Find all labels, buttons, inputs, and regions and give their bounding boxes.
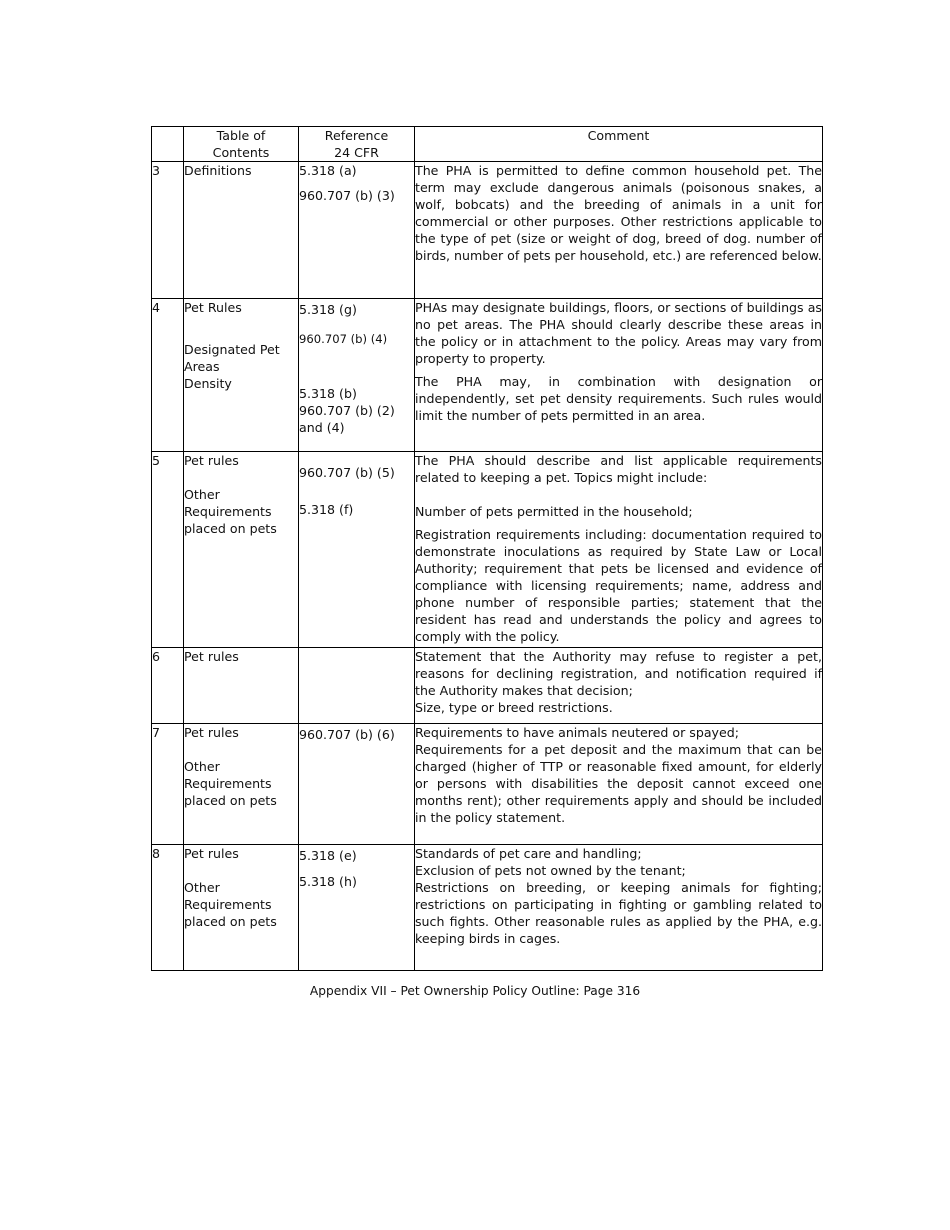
cfr-reference: 960.707 (b) (2) and (4) — [299, 403, 395, 435]
cfr-reference: 5.318 (h) — [299, 874, 357, 889]
toc-cell — [184, 162, 299, 299]
comment-cell — [415, 724, 823, 845]
table-row — [152, 724, 823, 845]
toc-entry: Other Requirements placed on pets — [184, 759, 277, 808]
cfr-reference: 5.318 (f) — [299, 502, 354, 517]
toc-cell — [184, 452, 299, 648]
table-row — [152, 299, 823, 452]
comment-text: The PHA is permitted to define common household pet. The term may exclude dangerous animals (poisonous snakes, a wolf, bobcats) and the breeding of animals in a unit for commercial or other purposes. Other restrictions applicable to the type of pet (size or weight of dog, breed of dog. number of birds, number of pets per household, etc.) are referenced below. — [415, 163, 822, 263]
toc-entry: Pet rules — [184, 846, 239, 861]
cfr-reference: 960.707 (b) (3) — [299, 188, 395, 203]
row-number: 8 — [152, 845, 184, 971]
toc-entry: Other Requirements placed on pets — [184, 487, 277, 536]
comment-text: Number of pets permitted in the household; — [415, 504, 693, 519]
toc-entry: Other Requirements placed on pets — [184, 880, 277, 929]
comment-cell — [415, 648, 823, 724]
reference-cell — [299, 845, 415, 971]
table-row — [152, 162, 823, 299]
comment-cell — [415, 845, 823, 971]
comment-cell — [415, 299, 823, 452]
comment-text: Size, type or breed restrictions. — [415, 700, 613, 715]
cfr-reference: 5.318 (g) — [299, 302, 357, 317]
toc-entry: Designated Pet Areas — [184, 342, 280, 374]
row-number: 7 — [152, 724, 184, 845]
header-table-of-contents: Table of Contents — [184, 127, 299, 162]
toc-entry: Definitions — [184, 163, 252, 178]
comment-text: The PHA should describe and list applicable requirements related to keeping a pet. Topics might include: — [415, 453, 822, 485]
comment-text: Standards of pet care and handling; — [415, 846, 642, 861]
toc-entry: Pet Rules — [184, 300, 242, 315]
toc-entry: Pet rules — [184, 453, 239, 468]
comment-text: Requirements for a pet deposit and the maximum that can be charged (higher of TTP or reasonable fixed amount, for elderly or persons with disabilities the deposit cannot exceed one months rent); other requirements apply and should be included in the policy statement. — [415, 742, 822, 825]
row-number: 5 — [152, 452, 184, 648]
toc-cell — [184, 299, 299, 452]
toc-entry: Pet rules — [184, 725, 239, 740]
toc-cell — [184, 845, 299, 971]
comment-text: Requirements to have animals neutered or spayed; — [415, 725, 739, 740]
row-number: 4 — [152, 299, 184, 452]
cfr-reference: 5.318 (a) — [299, 163, 357, 178]
reference-cell — [299, 162, 415, 299]
cfr-reference: 960.707 (b) (5) — [299, 465, 395, 480]
comment-text: Exclusion of pets not owned by the tenant; — [415, 863, 686, 878]
header-comment: Comment — [415, 127, 823, 162]
comment-text: Registration requirements including: documentation required to demonstrate inoculations as required by State Law or Local Authority; requirement that pets be licensed and evidence of compliance with licensing requirements; name, address and phone number of responsible parties; statement that the resident has read and understands the policy and agrees to comply with the policy. — [415, 527, 822, 644]
table-row — [152, 452, 823, 648]
toc-entry: Pet rules — [184, 649, 239, 664]
reference-cell — [299, 648, 415, 724]
comment-text: PHAs may designate buildings, floors, or sections of buildings as no pet areas. The PHA should clearly describe these areas in the policy or in attachment to the policy. Areas may vary from property to property. — [415, 300, 822, 366]
toc-cell — [184, 724, 299, 845]
comment-cell — [415, 162, 823, 299]
table-header-row — [152, 127, 823, 162]
reference-cell — [299, 299, 415, 452]
cfr-reference: 5.318 (e) — [299, 848, 357, 863]
toc-cell — [184, 648, 299, 724]
header-number — [152, 127, 184, 162]
comment-cell — [415, 452, 823, 648]
table-row — [152, 648, 823, 724]
comment-text: Statement that the Authority may refuse to register a pet, reasons for declining registration, and notification required if the Authority makes that decision; — [415, 649, 822, 698]
page-footer: Appendix VII – Pet Ownership Policy Outline: Page 316 — [309, 984, 641, 998]
reference-cell — [299, 724, 415, 845]
cfr-reference: 960.707 (b) (6) — [299, 727, 395, 742]
row-number: 3 — [152, 162, 184, 299]
table-row — [152, 845, 823, 971]
cfr-reference: 960.707 (b) (4) — [299, 332, 388, 346]
header-reference: Reference 24 CFR — [299, 127, 415, 162]
toc-entry: Density — [184, 376, 232, 391]
pet-policy-outline-table — [151, 126, 823, 971]
cfr-reference: 5.318 (b) — [299, 386, 357, 401]
row-number: 6 — [152, 648, 184, 724]
comment-text: Restrictions on breeding, or keeping animals for fighting; restrictions on participating in fighting or gambling related to such fights. Other reasonable rules as applied by the PHA, e.g. keeping birds in cages. — [415, 880, 822, 946]
reference-cell — [299, 452, 415, 648]
comment-text: The PHA may, in combination with designation or independently, set pet density requirements. Such rules would limit the number of pets permitted in an area. — [415, 374, 822, 423]
